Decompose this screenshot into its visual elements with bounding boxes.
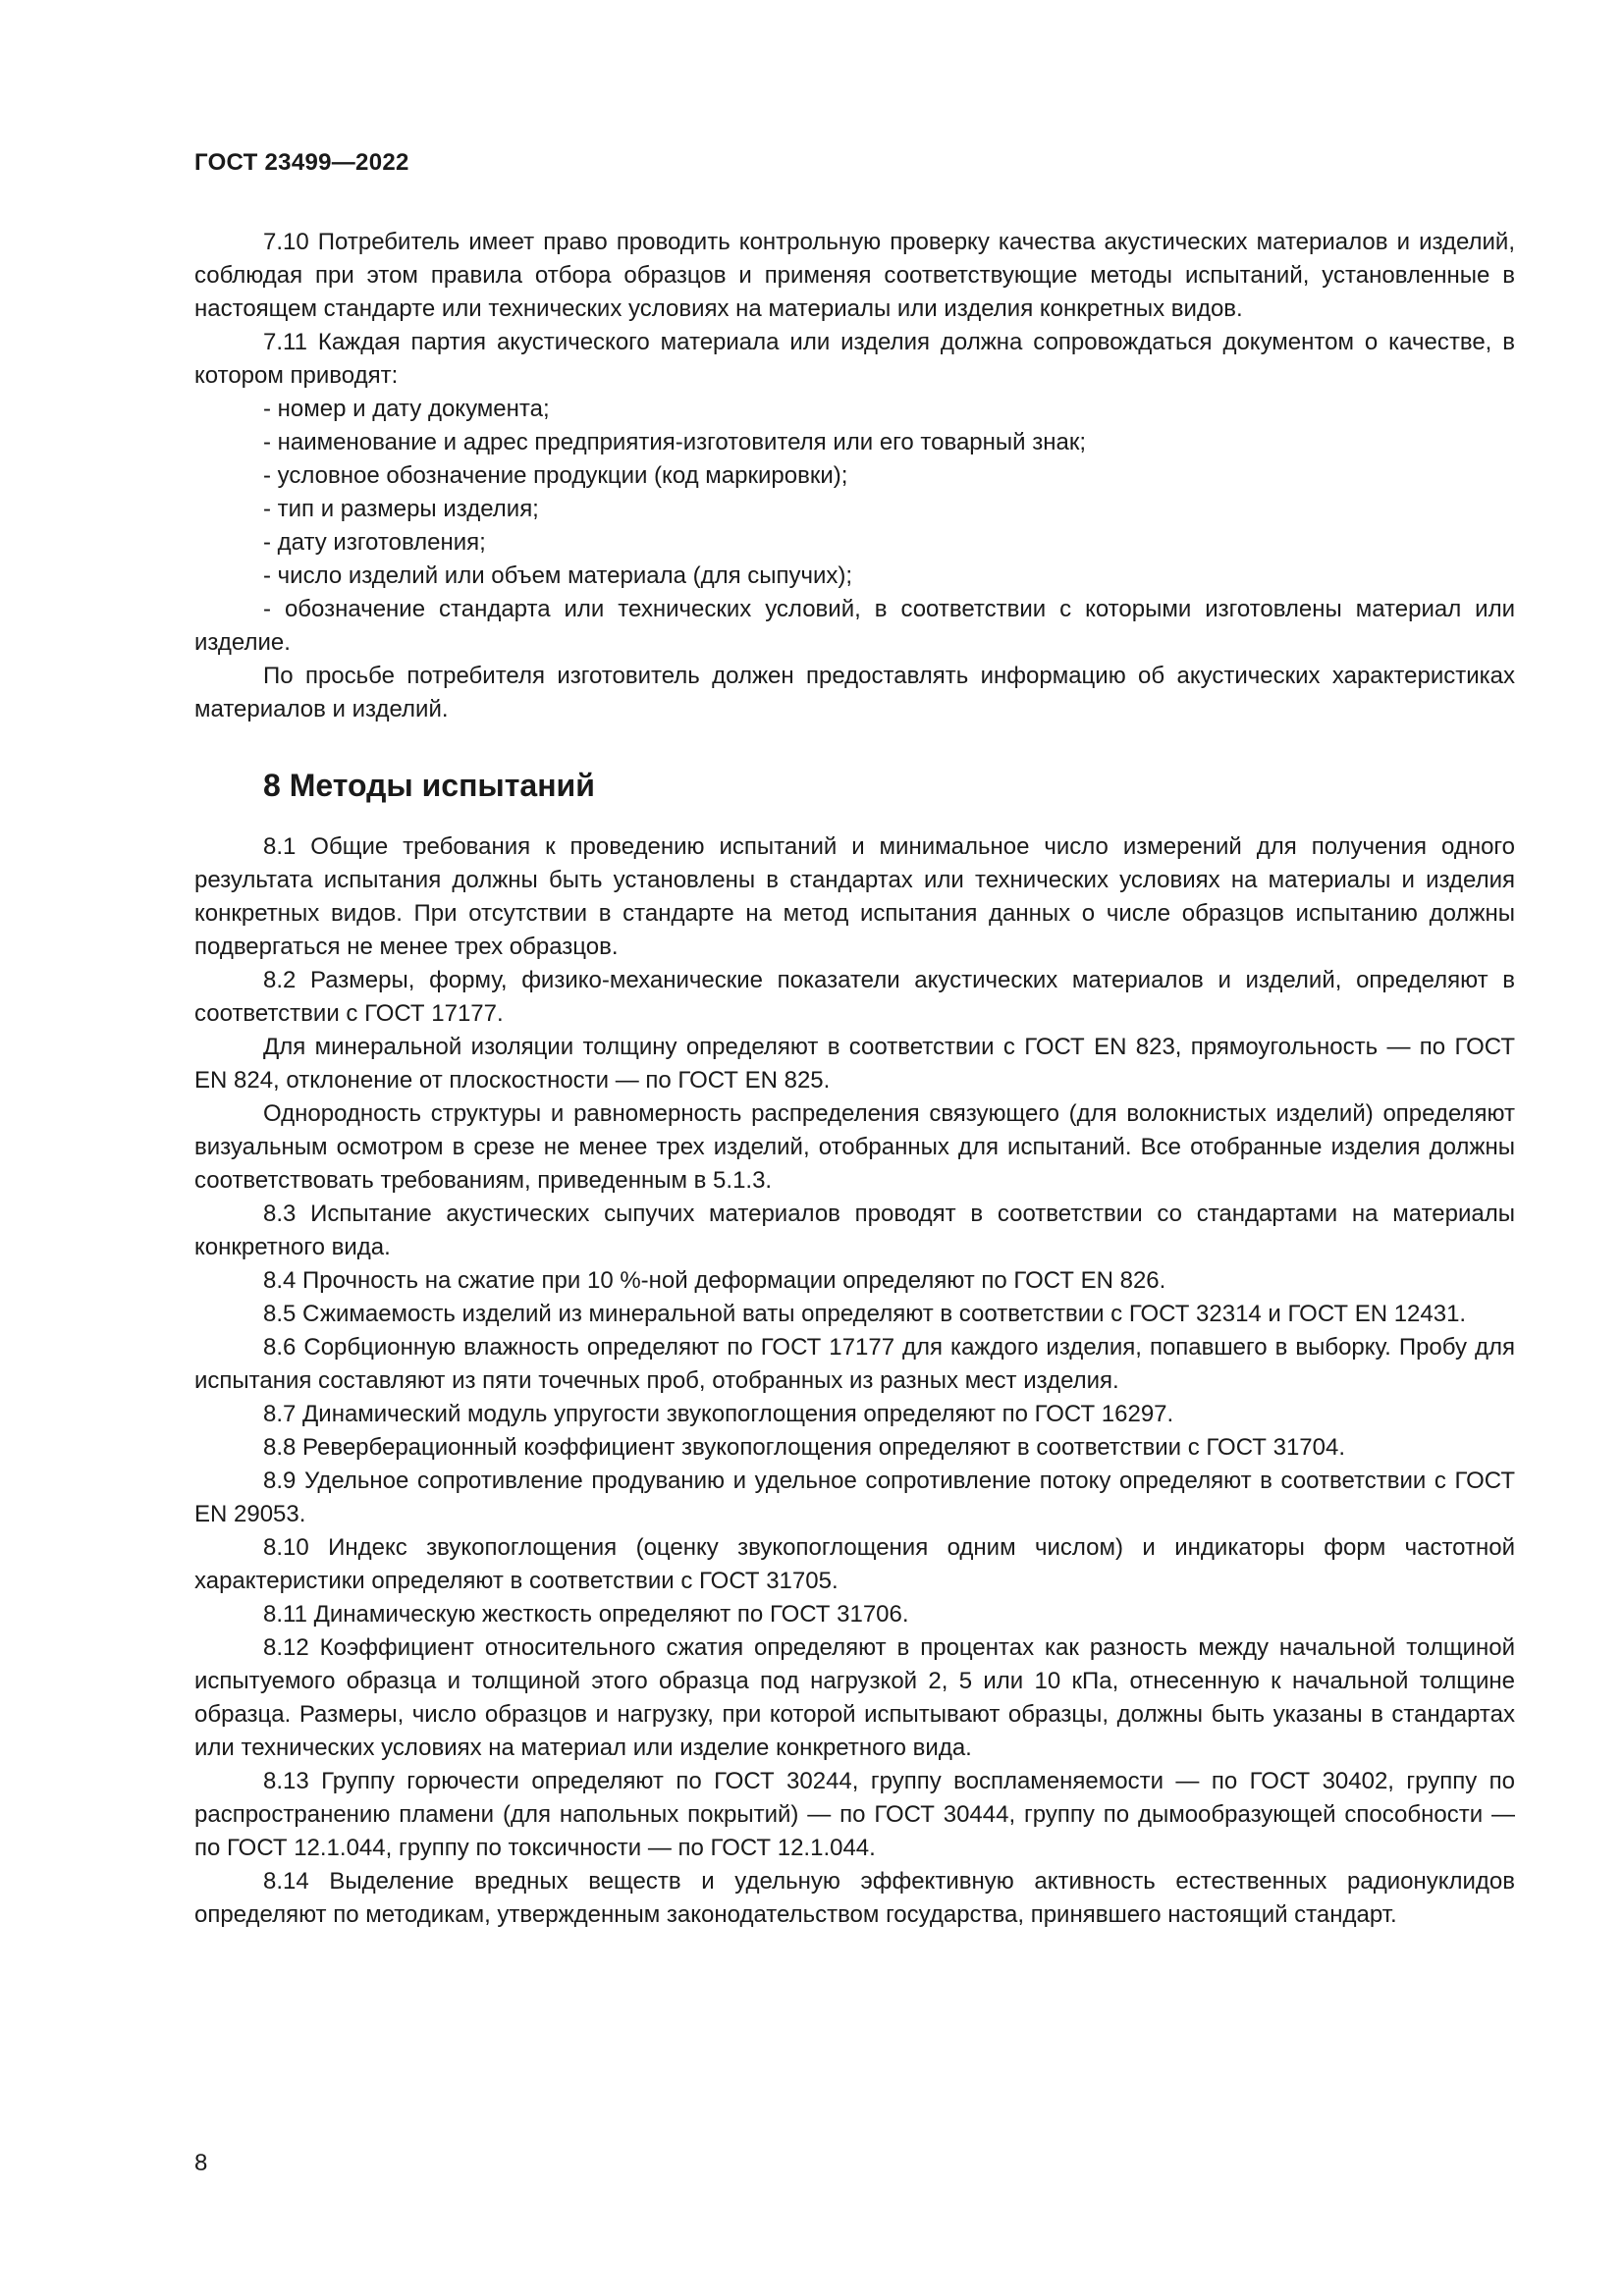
paragraph-8-12: 8.12 Коэффициент относительного сжатия определяют в процентах как разность между начальной толщиной испытуемого образца и толщиной этого образца под нагрузкой 2, 5 или 10 кПа, отнесенную к начальной толщине образца. Размеры, число образцов и нагрузку, при которой испытывают образцы, должны быть указаны в стандартах или технических условиях на материал или изделие конкретного вида. [194,1634,1515,1761]
list-item: - наименование и адрес предприятия-изготовителя или его товарный знак; [263,429,1087,455]
paragraph-8-1: 8.1 Общие требования к проведению испытаний и минимальное число измерений для получения одного результата испытания должны быть установлены в стандартах или технических условиях на материалы и изделия конкретных видов. При отсутствии в стандарте на метод испытания данных о числе образцов испытанию должны подвергаться не менее трех образцов. [194,833,1515,960]
page-content [194,226,1515,1932]
paragraph-mineral-insulation: Для минеральной изоляции толщину определяют в соответствии с ГОСТ EN 823, прямоугольность — по ГОСТ EN 824, отклонение от плоскостности — по ГОСТ EN 825. [194,1034,1515,1094]
paragraph-7-11: 7.11 Каждая партия акустического материала или изделия должна сопровождаться документом о качестве, в котором приводят: [194,329,1515,389]
paragraph-8-2: 8.2 Размеры, форму, физико-механические показатели акустических материалов и изделий, определяют в соответствии с ГОСТ 17177. [194,967,1515,1027]
paragraph-request-info: По просьбе потребителя изготовитель должен предоставлять информацию об акустических характеристиках материалов и изделий. [194,663,1515,722]
paragraph-8-8: 8.8 Реверберационный коэффициент звукопоглощения определяют в соответствии с ГОСТ 31704. [263,1434,1345,1461]
list-item: - дату изготовления; [263,529,486,556]
paragraph-8-7: 8.7 Динамический модуль упругости звукопоглощения определяют по ГОСТ 16297. [263,1401,1174,1427]
paragraph-8-13: 8.13 Группу горючести определяют по ГОСТ 30244, группу воспламеняемости — по ГОСТ 30402, группу по распространению пламени (для напольных покрытий) — по ГОСТ 30444, группу по дымообразующей способности — по ГОСТ 12.1.044, группу по токсичности — по ГОСТ 12.1.044. [194,1768,1515,1861]
document-code: ГОСТ 23499—2022 [194,149,409,176]
page-number: 8 [194,2150,208,2176]
paragraph-8-9: 8.9 Удельное сопротивление продуванию и удельное сопротивление потоку определяют в соответствии с ГОСТ EN 29053. [194,1468,1515,1527]
list-item: - число изделий или объем материала (для сыпучих); [263,562,853,589]
paragraph-8-11: 8.11 Динамическую жесткость определяют по ГОСТ 31706. [263,1601,909,1628]
paragraph-8-10: 8.10 Индекс звукопоглощения (оценку звукопоглощения одним числом) и индикаторы форм частотной характеристики определяют в соответствии с ГОСТ 31705. [194,1534,1515,1594]
paragraph-8-4: 8.4 Прочность на сжатие при 10 %-ной деформации определяют по ГОСТ EN 826. [263,1267,1166,1294]
section-8-title: 8 Методы испытаний [263,768,595,803]
paragraph-8-5: 8.5 Сжимаемость изделий из минеральной ваты определяют в соответствии с ГОСТ 32314 и ГОСТ EN 12431. [263,1301,1467,1327]
list-item: - тип и размеры изделия; [263,496,539,522]
paragraph-8-3: 8.3 Испытание акустических сыпучих материалов проводят в соответствии со стандартами на материалы конкретного вида. [194,1201,1515,1260]
paragraph-8-14: 8.14 Выделение вредных веществ и удельную эффективную активность естественных радионуклидов определяют по методикам, утвержденным законодательством государства, принявшего настоящий стандарт. [194,1868,1515,1928]
paragraph-structure-uniformity: Однородность структуры и равномерность распределения связующего (для волокнистых изделий) определяют визуальным осмотром в срезе не менее трех изделий, отобранных для испытаний. Все отобранные изделия должны соответствовать требованиям, приведенным в 5.1.3. [194,1100,1515,1194]
list-item: - номер и дату документа; [263,396,550,422]
paragraph-8-6: 8.6 Сорбционную влажность определяют по ГОСТ 17177 для каждого изделия, попавшего в выборку. Пробу для испытания составляют из пяти точечных проб, отобранных из разных мест изделия. [194,1334,1515,1394]
list-item: - условное обозначение продукции (код маркировки); [263,462,848,489]
list-item: - обозначение стандарта или технических условий, в соответствии с которыми изготовлены материал или изделие. [194,596,1515,656]
paragraph-7-10: 7.10 Потребитель имеет право проводить контрольную проверку качества акустических материалов и изделий, соблюдая при этом правила отбора образцов и применяя соответствующие методы испытаний, установленные в настоящем стандарте или технических условиях на материалы или изделия конкретных видов. [194,229,1515,322]
